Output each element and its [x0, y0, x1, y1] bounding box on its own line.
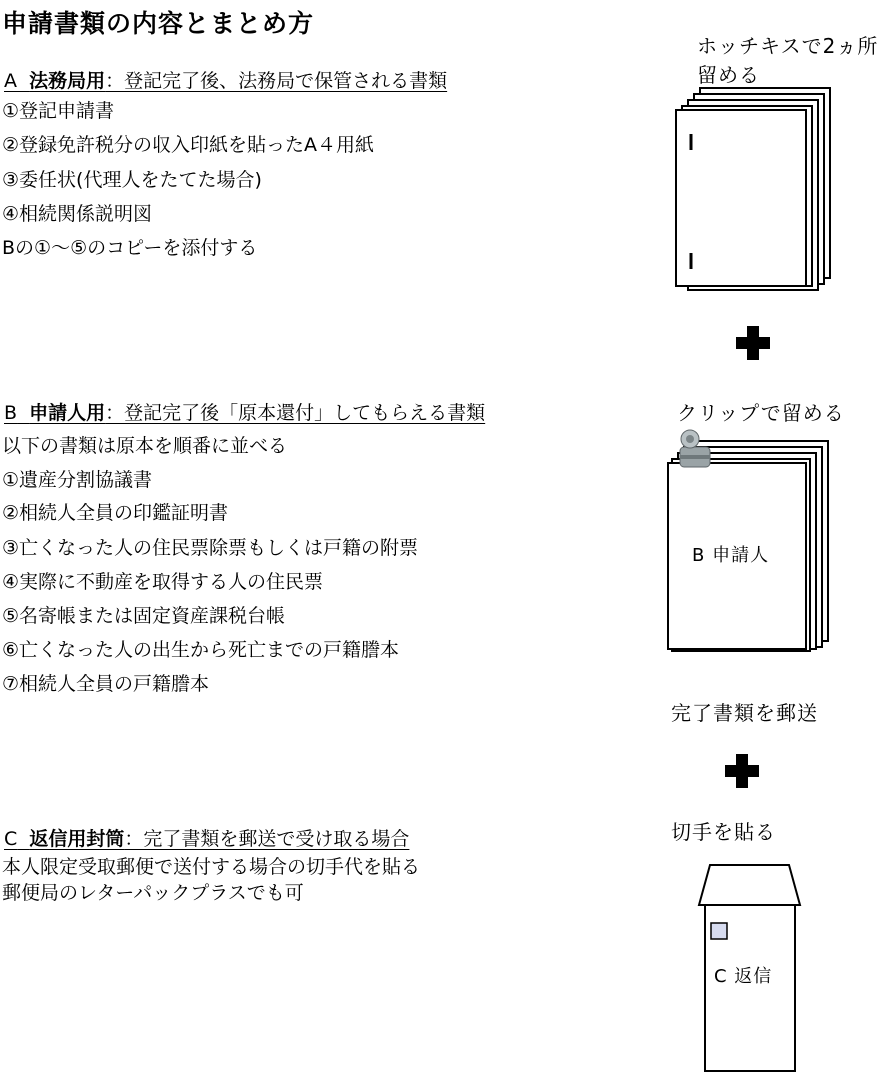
- staple-label-line2: 留める: [697, 63, 760, 87]
- section-c-letter: C: [4, 828, 18, 850]
- section-b-item: ③亡くなった人の住民票除票もしくは戸籍の附票: [2, 537, 419, 559]
- stapled-document-stack: [670, 82, 840, 292]
- stamp-label: 切手を貼る: [671, 820, 776, 844]
- section-a-desc: ：登記完了後、法務局で保管される書類: [105, 70, 448, 92]
- section-a-item: ②登録免許税分の収入印紙を貼ったA４用紙: [2, 134, 375, 156]
- doc-b-label: B 申請人: [692, 545, 770, 566]
- section-a-item: ④相続関係説明図: [2, 203, 153, 225]
- plus-icon: [734, 324, 772, 362]
- clipped-document-stack: [660, 425, 840, 655]
- plus-icon: [723, 752, 761, 790]
- staple-label-line1: ホッチキスで2ヵ所: [697, 34, 879, 58]
- clip-label: クリップで留める: [677, 401, 845, 425]
- paper-clip-icon: [680, 430, 710, 467]
- section-b-name: 申請人用: [29, 402, 106, 424]
- section-a-item: ③委任状(代理人をたてた場合): [2, 169, 262, 191]
- stack-front-page: [676, 110, 806, 286]
- section-c-name: 返信用封筒: [29, 828, 125, 850]
- section-b-item: ④実際に不動産を取得する人の住民票: [2, 571, 324, 593]
- section-a-item: Bの①～⑤のコピーを添付する: [2, 237, 258, 259]
- section-a-name: 法務局用: [29, 70, 106, 92]
- section-c-item: 本人限定受取郵便で送付する場合の切手代を貼る: [2, 856, 421, 878]
- section-b-item: ①遺産分割協議書: [2, 469, 153, 491]
- section-a-heading: [4, 66, 447, 93]
- section-b-item: ②相続人全員の印鑑証明書: [2, 502, 229, 524]
- section-b-heading: [4, 398, 485, 425]
- section-b-item: 以下の書類は原本を順番に並べる: [2, 435, 288, 457]
- stamp-box: [711, 923, 727, 939]
- section-b-item: ⑤名寄帳または固定資産課税台帳: [2, 605, 286, 627]
- section-c-heading: [4, 824, 409, 851]
- envelope-flap: [699, 865, 800, 905]
- section-b-item: ⑦相続人全員の戸籍謄本: [2, 673, 210, 695]
- page-title: 申請書類の内容とまとめ方: [2, 9, 315, 38]
- section-a-item: ①登記申請書: [2, 100, 115, 122]
- section-a-letter: A: [4, 70, 17, 92]
- section-b-desc: ：登記完了後「原本還付」してもらえる書類: [105, 402, 486, 424]
- envelope-label: C 返信: [714, 966, 773, 987]
- section-b-letter: B: [4, 402, 18, 424]
- section-c-desc: ：完了書類を郵送で受け取る場合: [124, 828, 410, 850]
- section-b-item: ⑥亡くなった人の出生から死亡までの戸籍謄本: [2, 639, 400, 661]
- section-c-item: 郵便局のレターパックプラスでも可: [2, 882, 304, 904]
- mail-label: 完了書類を郵送: [671, 701, 818, 725]
